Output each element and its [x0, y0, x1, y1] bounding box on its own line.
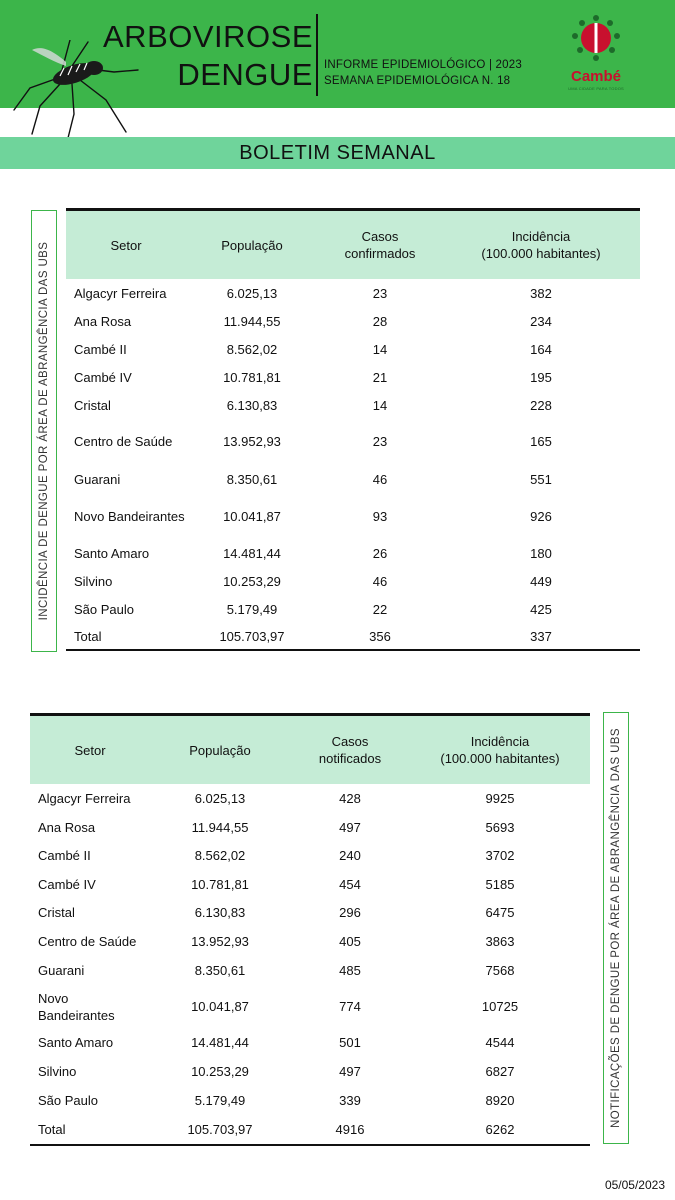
cell-casos: 93 — [372, 509, 388, 524]
table-row — [30, 1028, 590, 1057]
cambe-logo — [560, 12, 632, 94]
table-row — [30, 985, 590, 1028]
cell-populacao: 10.041,87 — [191, 999, 249, 1014]
cell-casos: 240 — [339, 848, 361, 863]
cell-incidencia: 9925 — [485, 791, 515, 806]
header-incidencia-line2: (100.000 habitantes) — [481, 246, 601, 261]
header-casos — [290, 716, 410, 784]
table-row — [66, 595, 640, 623]
table-row — [66, 307, 640, 335]
title-dengue: DENGUE — [177, 57, 313, 92]
table-row — [66, 567, 640, 595]
cell-incidencia: 6262 — [485, 1121, 515, 1137]
report-date: 05/05/2023 — [604, 1178, 665, 1192]
logo-name: Cambé — [570, 68, 622, 85]
cell-casos: 4916 — [335, 1121, 365, 1137]
cell-incidencia: 3863 — [485, 934, 515, 949]
cell-setor: Algacyr Ferreira — [74, 285, 167, 301]
cell-casos: 497 — [339, 1064, 361, 1079]
cell-incidencia: 165 — [530, 434, 552, 449]
cell-populacao: 6.025,13 — [226, 285, 278, 301]
cell-setor: Algacyr Ferreira — [38, 791, 131, 806]
cell-incidencia: 926 — [530, 509, 552, 524]
bulletin-bar — [0, 137, 675, 169]
table-row — [66, 419, 640, 464]
cell-casos: 485 — [339, 963, 361, 978]
cell-setor: Santo Amaro — [38, 1035, 114, 1050]
cell-incidencia: 425 — [530, 601, 552, 617]
header-casos-line2: confirmados — [344, 246, 416, 261]
table-row — [66, 464, 640, 494]
cell-incidencia: 382 — [530, 285, 552, 301]
header-incidencia-line1: Incidência — [470, 734, 530, 749]
cell-populacao: 6.130,83 — [194, 905, 246, 920]
table-row — [30, 813, 590, 841]
cell-setor: Centro de Saúde — [38, 934, 137, 949]
notified-side-label-box — [603, 712, 629, 1144]
cell-setor: Cristal — [38, 905, 75, 920]
cell-casos: 46 — [372, 471, 388, 487]
cell-populacao: 11.944,55 — [223, 313, 281, 329]
cell-casos: 46 — [372, 573, 388, 589]
cell-setor: Total — [38, 1121, 66, 1137]
report-info-line2: SEMANA EPIDEMIOLÓGICA N. 18 — [324, 75, 511, 87]
cell-populacao: 11.944,55 — [191, 819, 249, 835]
header-setor: Setor — [110, 237, 142, 253]
cell-setor: Cambé IV — [38, 876, 96, 892]
table-row — [66, 391, 640, 419]
cell-casos: 405 — [339, 934, 361, 949]
confirmed-table-bottom-rule — [66, 649, 640, 651]
table-row — [30, 870, 590, 898]
confirmed-side-label: INCIDÊNCIA DE DENGUE POR ÁREA DE ABRANGÊNCIA DAS UBS — [38, 241, 50, 621]
cell-populacao: 105.703,97 — [187, 1121, 253, 1137]
header-setor: Setor — [74, 742, 106, 758]
cell-incidencia: 10725 — [481, 999, 519, 1014]
cell-incidencia: 449 — [530, 573, 552, 589]
cell-casos: 14 — [372, 397, 388, 413]
cell-setor: Guarani — [74, 471, 121, 487]
cell-casos: 497 — [339, 819, 361, 835]
cell-casos: 774 — [339, 999, 361, 1014]
cell-casos: 339 — [339, 1093, 361, 1108]
cell-populacao: 14.481,44 — [223, 545, 281, 561]
header-divider — [316, 14, 318, 96]
cell-casos: 14 — [372, 341, 388, 357]
cell-setor: São Paulo — [74, 601, 134, 617]
cell-setor: Novo Bandeirantes — [38, 990, 115, 1023]
cell-casos: 296 — [339, 905, 361, 920]
cell-setor: Total — [74, 629, 102, 644]
cell-populacao: 105.703,97 — [219, 629, 285, 644]
cell-populacao: 8.350,61 — [194, 963, 246, 978]
cell-populacao: 14.481,44 — [191, 1035, 249, 1050]
cell-setor: Novo Bandeirantes — [74, 509, 185, 524]
table-row — [30, 927, 590, 956]
table-row — [66, 279, 640, 307]
cell-populacao: 13.952,93 — [223, 434, 281, 449]
header-incidencia — [442, 211, 640, 279]
cell-casos: 356 — [369, 629, 391, 644]
header-casos-line1: Casos — [331, 734, 369, 749]
title-block — [95, 18, 313, 94]
table-row — [30, 956, 590, 985]
cell-casos: 501 — [339, 1035, 361, 1050]
cell-incidencia: 8920 — [485, 1093, 515, 1108]
cell-populacao: 10.253,29 — [191, 1064, 249, 1079]
notified-side-label: NOTIFICAÇÕES DE DENGUE POR ÁREA DE ABRANGÊNCIA DAS UBS — [610, 728, 622, 1128]
cell-incidencia: 5185 — [485, 876, 515, 892]
cell-setor: Centro de Saúde — [74, 434, 173, 449]
table-row — [66, 494, 640, 539]
cell-setor: Ana Rosa — [74, 313, 132, 329]
cell-incidencia: 337 — [530, 629, 552, 644]
confirmed-cases-table — [66, 211, 640, 650]
cell-setor: Santo Amaro — [74, 545, 150, 561]
cell-populacao: 6.130,83 — [226, 397, 278, 413]
cell-incidencia: 180 — [530, 545, 552, 561]
cell-populacao: 8.350,61 — [226, 471, 278, 487]
table-total-row — [66, 623, 640, 650]
cell-populacao: 5.179,49 — [194, 1093, 246, 1108]
cell-populacao: 10.253,29 — [223, 573, 281, 589]
cell-setor: Cambé IV — [74, 369, 132, 385]
table-row — [66, 539, 640, 567]
cell-populacao: 10.781,81 — [191, 876, 249, 892]
cell-setor: Guarani — [38, 963, 85, 978]
cell-incidencia: 6827 — [485, 1064, 515, 1079]
table-header-row — [66, 211, 640, 279]
header-casos-line2: notificados — [318, 751, 382, 766]
cell-incidencia: 234 — [530, 313, 552, 329]
cell-populacao: 8.562,02 — [226, 341, 278, 357]
cell-populacao: 10.041,87 — [223, 509, 281, 524]
table-row — [30, 1057, 590, 1086]
cell-populacao: 10.781,81 — [223, 369, 281, 385]
cell-casos: 23 — [372, 434, 388, 449]
table-row — [30, 1086, 590, 1115]
cell-setor: Silvino — [38, 1064, 77, 1079]
cell-incidencia: 6475 — [485, 905, 515, 920]
header-incidencia — [410, 716, 590, 784]
header-incidencia-line1: Incidência — [511, 229, 571, 244]
cell-incidencia: 4544 — [485, 1035, 515, 1050]
cell-populacao: 13.952,93 — [191, 934, 249, 949]
cell-casos: 428 — [339, 791, 361, 806]
cell-casos: 28 — [372, 313, 388, 329]
notified-table-bottom-rule — [30, 1144, 590, 1146]
table-total-row — [30, 1115, 590, 1143]
cell-incidencia: 7568 — [485, 963, 515, 978]
cell-incidencia: 3702 — [485, 848, 515, 863]
report-info — [324, 57, 522, 89]
table-row — [30, 841, 590, 870]
cell-incidencia: 228 — [530, 397, 552, 413]
header-populacao: População — [189, 742, 251, 758]
confirmed-side-label-box — [31, 210, 57, 652]
cell-setor: São Paulo — [38, 1093, 98, 1108]
logo-tagline: UMA CIDADE PARA TODOS — [568, 86, 624, 91]
title-arbovirose: ARBOVIROSE — [103, 19, 313, 54]
cambe-emblem-icon — [560, 12, 632, 68]
cell-incidencia: 195 — [530, 369, 552, 385]
cell-casos: 23 — [372, 285, 388, 301]
cell-casos: 21 — [372, 369, 388, 385]
bulletin-title: BOLETIM SEMANAL — [239, 142, 436, 164]
cell-setor: Cristal — [74, 397, 111, 413]
header-incidencia-line2: (100.000 habitantes) — [440, 751, 560, 766]
cell-populacao: 6.025,13 — [194, 791, 246, 806]
cell-incidencia: 551 — [530, 471, 552, 487]
cell-casos: 26 — [372, 545, 388, 561]
notified-cases-table — [30, 716, 590, 1143]
cell-setor: Cambé II — [38, 848, 91, 863]
header-populacao: População — [221, 237, 283, 253]
table-header-row — [30, 716, 590, 784]
cell-incidencia: 5693 — [485, 819, 515, 835]
table-row — [30, 898, 590, 927]
cell-populacao: 8.562,02 — [194, 848, 246, 863]
cell-casos: 454 — [339, 876, 361, 892]
header-casos-line1: Casos — [361, 229, 399, 244]
cell-setor: Cambé II — [74, 341, 127, 357]
cell-casos: 22 — [372, 601, 388, 617]
table-row — [66, 363, 640, 391]
cell-setor: Ana Rosa — [38, 819, 96, 835]
report-info-line1: INFORME EPIDEMIOLÓGICO | 2023 — [324, 59, 522, 71]
cell-incidencia: 164 — [530, 341, 552, 357]
cell-populacao: 5.179,49 — [226, 601, 278, 617]
header-casos — [318, 211, 442, 279]
table-row — [30, 784, 590, 813]
cell-setor: Silvino — [74, 573, 113, 589]
table-row — [66, 335, 640, 363]
